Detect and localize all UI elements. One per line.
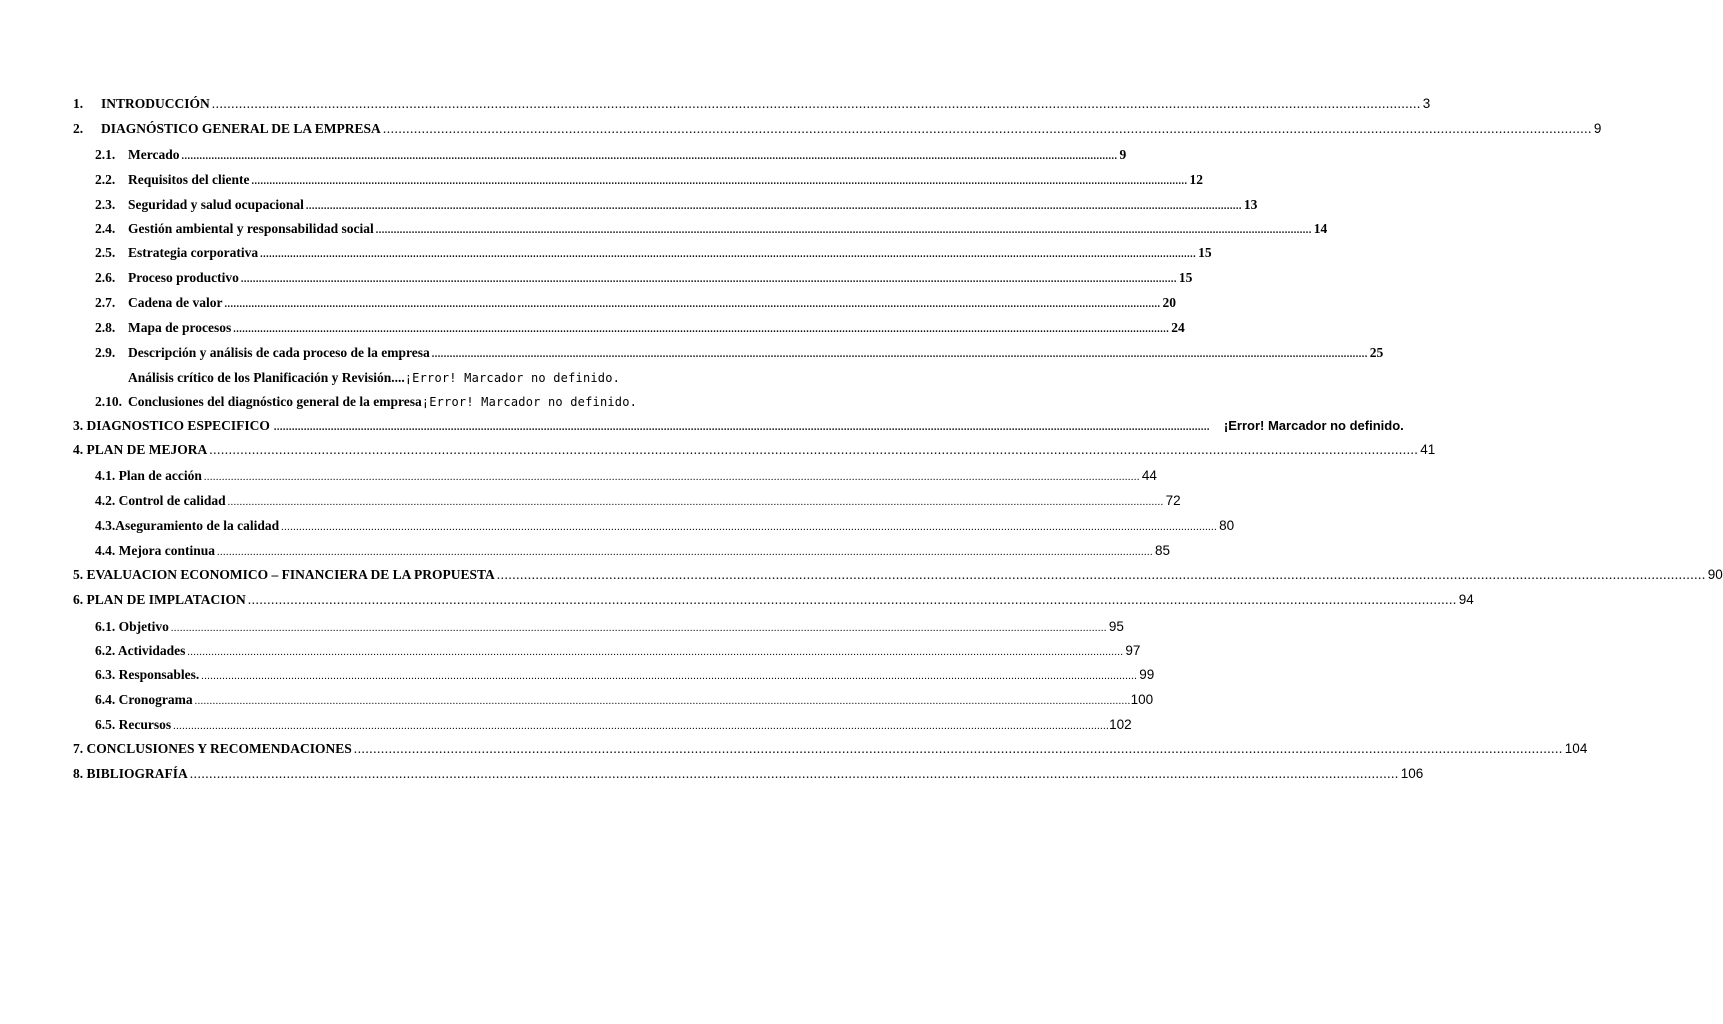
toc-entry-label: Seguridad y salud ocupacional xyxy=(128,197,304,212)
dot-leader xyxy=(171,620,1107,638)
toc-entry-page: ¡Error! Marcador no definido. xyxy=(404,371,621,385)
toc-entry-page: 15 xyxy=(1198,245,1212,260)
dot-leader xyxy=(190,765,1399,783)
toc-entry-label: 6.1. Objetivo xyxy=(95,619,169,634)
dot-leader xyxy=(228,494,1164,512)
dot-leader xyxy=(274,419,1210,437)
toc-entry-page: 72 xyxy=(1165,493,1181,508)
toc-entry-2-2[interactable] xyxy=(95,171,1203,191)
toc-entry-number: 2.9. xyxy=(95,345,116,360)
toc-entry-6-1[interactable] xyxy=(95,618,1124,638)
toc-entry-label: DIAGNÓSTICO GENERAL DE LA EMPRESA xyxy=(101,121,381,136)
dot-leader xyxy=(376,222,1312,240)
toc-entry-number: 2.6. xyxy=(95,270,116,285)
toc-entry-7[interactable] xyxy=(73,740,1588,758)
toc-entry-label: Proceso productivo xyxy=(128,270,239,285)
toc-entry-4-3[interactable] xyxy=(95,517,1235,537)
toc-entry-page: 24 xyxy=(1171,320,1185,335)
toc-entry-number: 2.5. xyxy=(95,245,116,260)
toc-entry-page: 44 xyxy=(1141,468,1157,483)
toc-entry-label: Gestión ambiental y responsabilidad social xyxy=(128,221,374,236)
toc-entry-page: 85 xyxy=(1154,543,1171,558)
dot-leader xyxy=(306,198,1242,216)
toc-entry-page: 102 xyxy=(1109,717,1132,732)
toc-entry-label: 3. DIAGNOSTICO ESPECIFICO xyxy=(73,418,270,433)
toc-entry-6-5[interactable] xyxy=(95,716,1132,736)
toc-entry-2-4[interactable] xyxy=(95,220,1328,240)
dot-leader xyxy=(173,718,1109,736)
toc-entry-page: 94 xyxy=(1458,592,1474,607)
toc-entry-2-10[interactable] xyxy=(95,393,637,411)
toc-entry-label: 6.4. Cronograma xyxy=(95,692,193,707)
toc-entry-number: 2. xyxy=(73,121,84,136)
toc-entry-page: 3 xyxy=(1422,96,1431,111)
dot-leader xyxy=(260,246,1196,264)
toc-entry-page: 41 xyxy=(1420,442,1436,457)
toc-entry-label: INTRODUCCIÓN xyxy=(101,96,210,111)
toc-entry-number: 2.7. xyxy=(95,295,116,310)
dot-leader xyxy=(187,644,1123,662)
toc-entry-page: 80 xyxy=(1219,518,1235,533)
toc-entry-5[interactable] xyxy=(73,566,1723,584)
toc-entry-2-9[interactable] xyxy=(95,344,1384,364)
toc-entry-label: Análisis crítico de los Planificación y Revisión xyxy=(128,370,392,385)
toc-entry-label: 4.2. Control de calidad xyxy=(95,493,226,508)
toc-entry-6[interactable] xyxy=(73,591,1474,609)
dot-leader xyxy=(241,271,1177,289)
toc-entry-2[interactable] xyxy=(73,120,1602,138)
toc-entry-number: 2.8. xyxy=(95,320,116,335)
dot-leader xyxy=(201,668,1137,686)
toc-entry-2-1[interactable] xyxy=(95,146,1127,166)
toc-entry-label: 4.3.Aseguramiento de la calidad xyxy=(95,518,280,533)
toc-entry-page: ¡Error! Marcador no definido. xyxy=(421,395,638,409)
toc-entry-2-7[interactable] xyxy=(95,294,1176,314)
toc-entry-label: Cadena de valor xyxy=(128,295,223,310)
toc-entry-page: 13 xyxy=(1243,197,1258,212)
toc-entry-analisis-critico[interactable] xyxy=(128,369,620,387)
toc-entry-4-2[interactable] xyxy=(95,492,1181,512)
toc-entry-8[interactable] xyxy=(73,765,1424,783)
toc-entry-label: 8. BIBLIOGRAFÍA xyxy=(73,766,188,781)
dot-leader: .... xyxy=(391,370,405,385)
toc-entry-2-3[interactable] xyxy=(95,196,1258,216)
toc-entry-page: 25 xyxy=(1369,345,1384,360)
toc-entry-number: 2.4. xyxy=(95,221,116,236)
dot-leader xyxy=(497,566,1706,584)
dot-leader xyxy=(181,148,1117,166)
toc-entry-3[interactable] xyxy=(73,417,1404,437)
toc-entry-number: 2.1. xyxy=(95,147,116,162)
toc-entry-2-6[interactable] xyxy=(95,269,1193,289)
toc-entry-page: 9 xyxy=(1593,121,1602,136)
toc-entry-label: Requisitos del cliente xyxy=(128,172,250,187)
toc-entry-page: 97 xyxy=(1125,643,1141,658)
toc-entry-page: 100 xyxy=(1130,692,1154,707)
toc-entry-label: 7. CONCLUSIONES Y RECOMENDACIONES xyxy=(73,741,352,756)
dot-leader xyxy=(195,693,1131,711)
toc-entry-page: 99 xyxy=(1139,667,1155,682)
toc-entry-page: 106 xyxy=(1400,766,1424,781)
toc-entry-6-2[interactable] xyxy=(95,642,1141,662)
toc-entry-6-4[interactable] xyxy=(95,691,1154,711)
toc-entry-number: 2.2. xyxy=(95,172,116,187)
toc-entry-label: 4.1. Plan de acción xyxy=(95,468,202,483)
toc-entry-1[interactable] xyxy=(73,95,1431,113)
toc-entry-label: 6.5. Recursos xyxy=(95,717,172,732)
toc-entry-label: 5. EVALUACION ECONOMICO – FINANCIERA DE LA PROPUESTA xyxy=(73,567,495,582)
toc-entry-page: ¡Error! Marcador no definido. xyxy=(1223,418,1404,433)
toc-entry-label: Descripción y análisis de cada proceso de la empresa xyxy=(128,345,430,360)
dot-leader xyxy=(212,95,1421,113)
dot-leader xyxy=(281,519,1217,537)
dot-leader xyxy=(204,469,1140,487)
toc-entry-label: 4. PLAN DE MEJORA xyxy=(73,442,208,457)
dot-leader xyxy=(248,591,1457,609)
toc-entry-page: 104 xyxy=(1564,741,1588,756)
toc-entry-page: 20 xyxy=(1162,295,1176,310)
toc-entry-label: 6. PLAN DE IMPLATACION xyxy=(73,592,246,607)
toc-entry-page: 12 xyxy=(1189,172,1203,187)
dot-leader xyxy=(252,173,1188,191)
dot-leader xyxy=(209,441,1418,459)
toc-entry-2-5[interactable] xyxy=(95,244,1212,264)
toc-entry-page: 90 xyxy=(1707,567,1723,582)
dot-leader xyxy=(383,120,1592,138)
toc-entry-number: 1. xyxy=(73,96,84,111)
toc-entry-label: Estrategia corporativa xyxy=(128,245,259,260)
toc-entry-2-8[interactable] xyxy=(95,319,1185,339)
dot-leader xyxy=(233,321,1169,339)
toc-entry-page: 9 xyxy=(1119,147,1127,162)
dot-leader xyxy=(217,544,1153,562)
dot-leader xyxy=(354,740,1563,758)
toc-entry-4[interactable] xyxy=(73,441,1436,459)
dot-leader xyxy=(432,346,1368,364)
toc-entry-4-1[interactable] xyxy=(95,467,1157,487)
toc-entry-number: 2.3. xyxy=(95,197,116,212)
dot-leader xyxy=(225,296,1161,314)
toc-entry-label: 6.2. Actividades xyxy=(95,643,186,658)
toc-entry-page: 15 xyxy=(1178,270,1193,285)
toc-entry-page: 14 xyxy=(1313,221,1328,236)
toc-entry-label: Mapa de procesos xyxy=(128,320,232,335)
toc-entry-6-3[interactable] xyxy=(95,666,1155,686)
toc-entry-page: 95 xyxy=(1108,619,1124,634)
toc-entry-4-4[interactable] xyxy=(95,542,1171,562)
toc-entry-label: Conclusiones del diagnóstico general de la empresa xyxy=(128,394,422,409)
toc-entry-label: Mercado xyxy=(128,147,180,162)
toc-entry-label: 6.3. Responsables. xyxy=(95,667,200,682)
toc-entry-label: 4.4. Mejora continua xyxy=(95,543,215,558)
toc-entry-number: 2.10. xyxy=(95,394,122,409)
